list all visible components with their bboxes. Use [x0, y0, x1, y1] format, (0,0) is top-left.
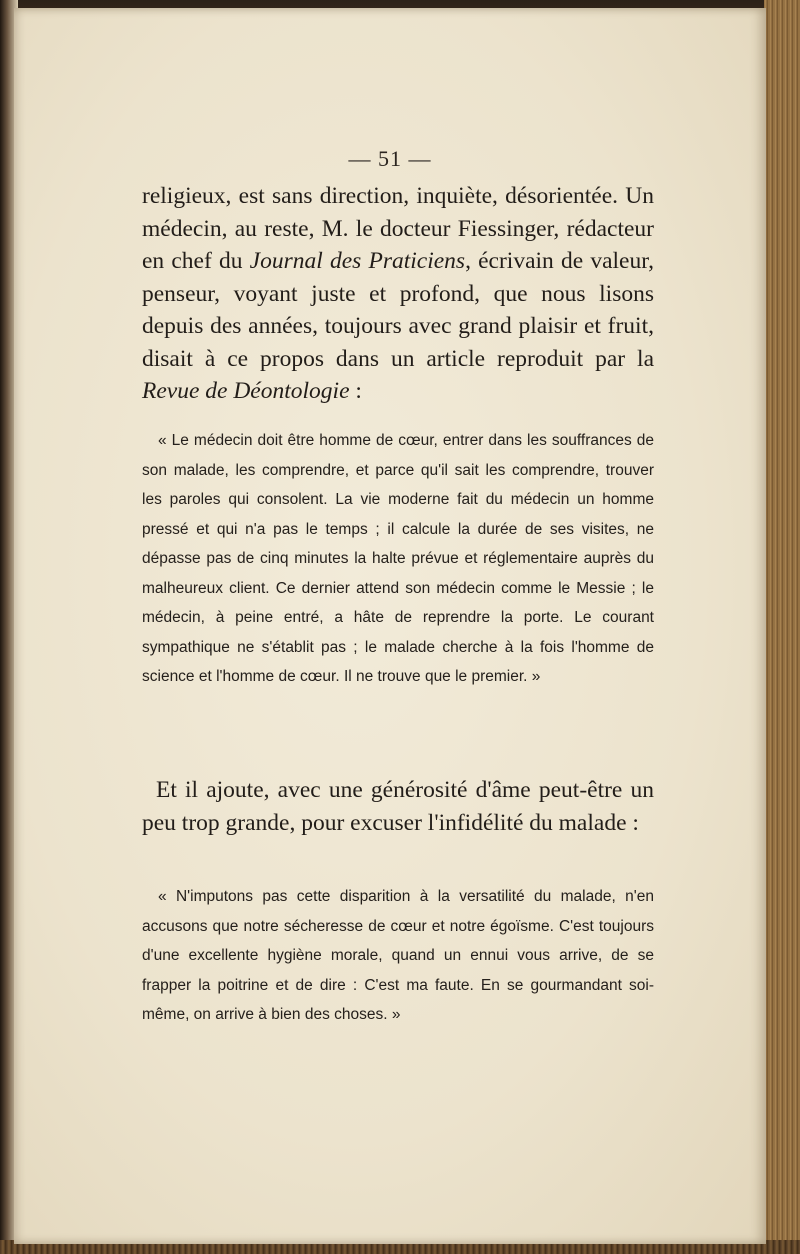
paragraph-1-text-after: :: [349, 378, 362, 404]
quote-1: [142, 426, 654, 692]
paragraph-2-text: Et il ajoute, avec une générosité d'âme peut-être un peu trop grande, pour excuser l'infidélité du malade :: [142, 777, 654, 836]
quote-2: [142, 882, 654, 1030]
paragraph-1: [142, 180, 654, 408]
revue-title: Revue de Déontologie: [142, 378, 350, 404]
page-number: — 51 —: [348, 146, 432, 171]
quote-1-text: « Le médecin doit être homme de cœur, entrer dans les souffrances de son malade, les comprendre, et parce qu'il sait les comprendre, trouver les paroles qui consolent. La vie moderne fait du médecin un homme pressé et qui n'a pas le temps ; il calcule la durée de ses visites, ne dépasse pas de cinq minutes la halte prévue et réglementaire auprès du malheureux client. Ce dernier attend son médecin comme le Messie ; le médecin, à peine entré, a hâte de reprendre la porte. Le courant sympathique ne s'établit pas ; le malade cherche à la fois l'homme de science et l'homme de cœur. Il ne trouve que le premier. »: [142, 432, 654, 685]
journal-title: Journal des Praticiens: [249, 248, 466, 274]
page-edges-right: [764, 0, 800, 1254]
quote-2-text: « N'imputons pas cette disparition à la versatilité du malade, n'en accusons que notre sécheresse de cœur et notre égoïsme. C'est toujours d'une excellente hygiène morale, quand un ennui vous arrive, de se frapper la poitrine et de dire : C'est ma faute. En se gourmandant soi-même, on arrive à bien des choses. »: [142, 888, 654, 1023]
paragraph-1-text-between: , écrivain de valeur, penseur, voyant juste et profond, que nous lisons depuis des années, toujours avec grand plaisir et fruit, disait à ce propos dans un article reproduit par la: [142, 248, 654, 372]
book-page: [14, 8, 766, 1244]
paragraph-1-text-before: religieux, est sans direction, inquiète, désorientée. Un médecin, au reste, M. le docteur Fiessinger, rédacteur en chef du: [142, 183, 654, 274]
paragraph-2: [142, 774, 654, 839]
